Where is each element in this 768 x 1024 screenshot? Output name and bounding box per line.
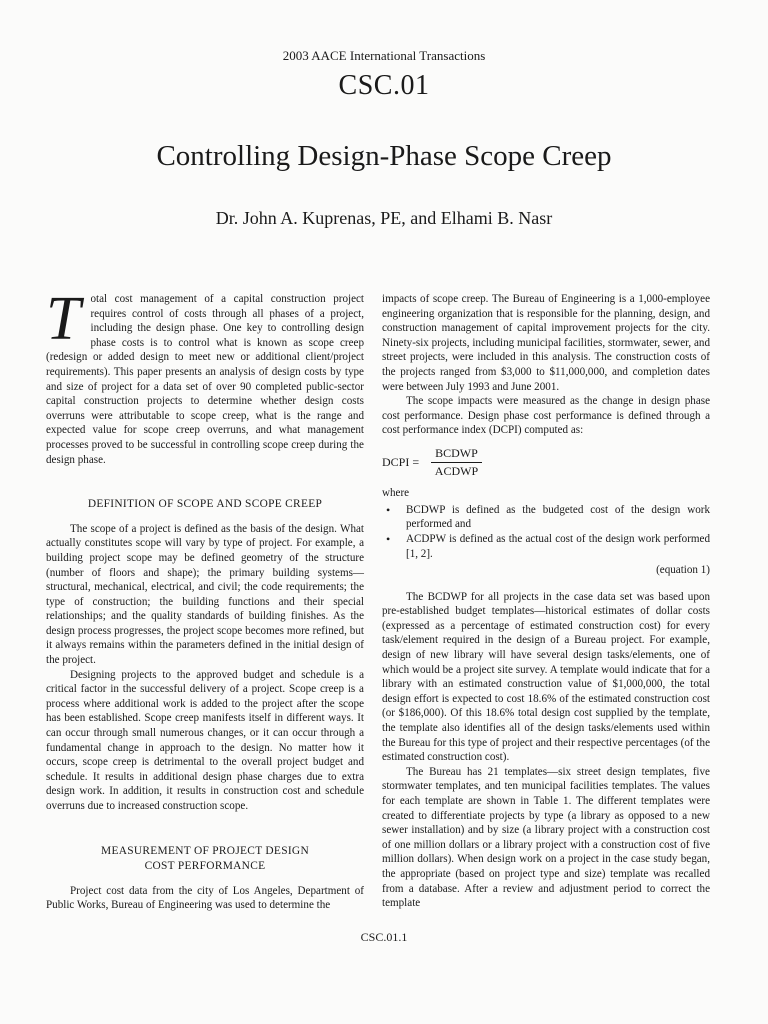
right-column [382,292,710,911]
definition-list [382,503,710,561]
body-paragraph: Project cost data from the city of Los Angeles, Department of Public Works, Bureau of Engineering was used to determine the [46,884,364,912]
list-item: • ACDPW is defined as the actual cost of the design work performed [1, 2]. [404,532,710,561]
author-line: Dr. John A. Kuprenas, PE, and Elhami B. Nasr [215,208,553,228]
section-heading-scope: DEFINITION OF SCOPE AND SCOPE CREEP [87,498,323,511]
list-item: • BCDWP is defined as the budgeted cost of the design work performed and [404,503,710,532]
body-paragraph: The scope impacts were measured as the change in design phase cost performance. Design phase cost performance is defined through a cost performance index (DCPI) computed as: [382,395,710,437]
paper-title: Controlling Design-Phase Scope Creep [156,140,612,172]
equation-denominator: ACDWP [434,463,479,478]
equation-lhs: DCPI = [382,454,420,469]
drop-cap: T [46,285,81,353]
running-head: 2003 AACE International Transactions [282,48,486,63]
body-paragraph: Designing projects to the approved budget and schedule is a critical factor in the successful delivery of a project. Scope creep is a process where additional work is added to the project after the scope has been established. Scope creep manifests itself in different ways. It can occur through small numerous changes, or it can occur through a fundamental change in approach to the design. No matter how it occurs, scope creep is detrimental to the overall project budget and schedule. It results in additional design phase charges due to extra design work. In addition, it results in construction cost and schedule overruns due to increased construction scope. [46,668,364,812]
equation-numerator: BCDWP [431,446,482,463]
section-heading-measurement [46,844,364,874]
heading-line: COST PERFORMANCE [144,859,266,872]
paper-id: CSC.01 [338,70,430,101]
equation-dcpi [382,446,710,478]
equation-label: (equation 1) [656,564,710,577]
body-paragraph: The BCDWP for all projects in the case data set was based upon pre-established budget templates—historical estimates of dollar costs (expressed as a percentage of estimated construction cost) for every task/element required in the design of a Bureau project. For example, design of new library will have several design tasks/elements, one of which would be a project site survey. A template would indicate that for a library with an estimated construction value of $1,000,000, the total design effort is expected to cost 18.6% of the estimated construction cost (or $186,000). Of this 18.6% total design cost supplied by the template, the template also identifies all of the design tasks/elements used within the Bureau for this type of project and their respective percentages (of the estimated construction cost). [382,590,710,764]
left-column [46,285,364,913]
abstract-paragraph [46,285,364,467]
heading-line: MEASUREMENT OF PROJECT DESIGN [101,844,309,857]
body-paragraph: impacts of scope creep. The Bureau of Engineering is a 1,000-employee engineering organization that is responsible for the planning, design, and construction management of capital improvement projects for the city. Ninety-six projects, including municipal facilities, stormwater, sewer, and street projects, were included in this analysis. The construction costs of the projects ranged from $3,000 to $11,000,000, and completion dates were between July 1993 and June 2001. [382,293,710,393]
where-label: where [382,487,410,500]
page-footer: CSC.01.1 [360,930,408,944]
body-paragraph: The Bureau has 21 templates—six street design templates, five stormwater templates, and ten municipal facilities templates. The values for each template are shown in Table 1. The different templates were created to differentiate projects by type (a library as opposed to a new sewer installation) and by size (a library project with a construction cost of one million dollars or a library project with a construction cost of five million dollars). When design work on a project in the case study began, the appropriate (based on project type and size) template was recalled from a database. After a review and adjustment period to correct the template [382,765,710,910]
equation-fraction [431,446,482,478]
body-paragraph: The scope of a project is defined as the basis of the design. What actually constitutes scope will vary by type of project. For example, a building project scope may be defined geometry of the structure (number of floors and shape); the primary building systems—structural, mechanical, electrical, and civil; the code requirements; the type of construction; the building functions and their special relationships; and the quality standards of building finishes. As the design process progresses, the project scope becomes more refined, but it always remains within the parameters defined in the initial design of the project. [46,522,364,667]
abstract-text: otal cost management of a capital construction project requires control of costs through all phases of a project, including the design phase. One key to controlling design phase costs is to control what is known as scope creep (redesign or added design to meet new or additional client/project requirements). This paper presents an analysis of design costs by type and size of project for a data set of over 90 completed public-sector capital construction projects to determine whether design costs overruns were attributable to scope creep, what is the range and expected value for scope creep overruns, and what management processes proved to be successful in controlling scope creep during the design phase. [46,293,364,466]
